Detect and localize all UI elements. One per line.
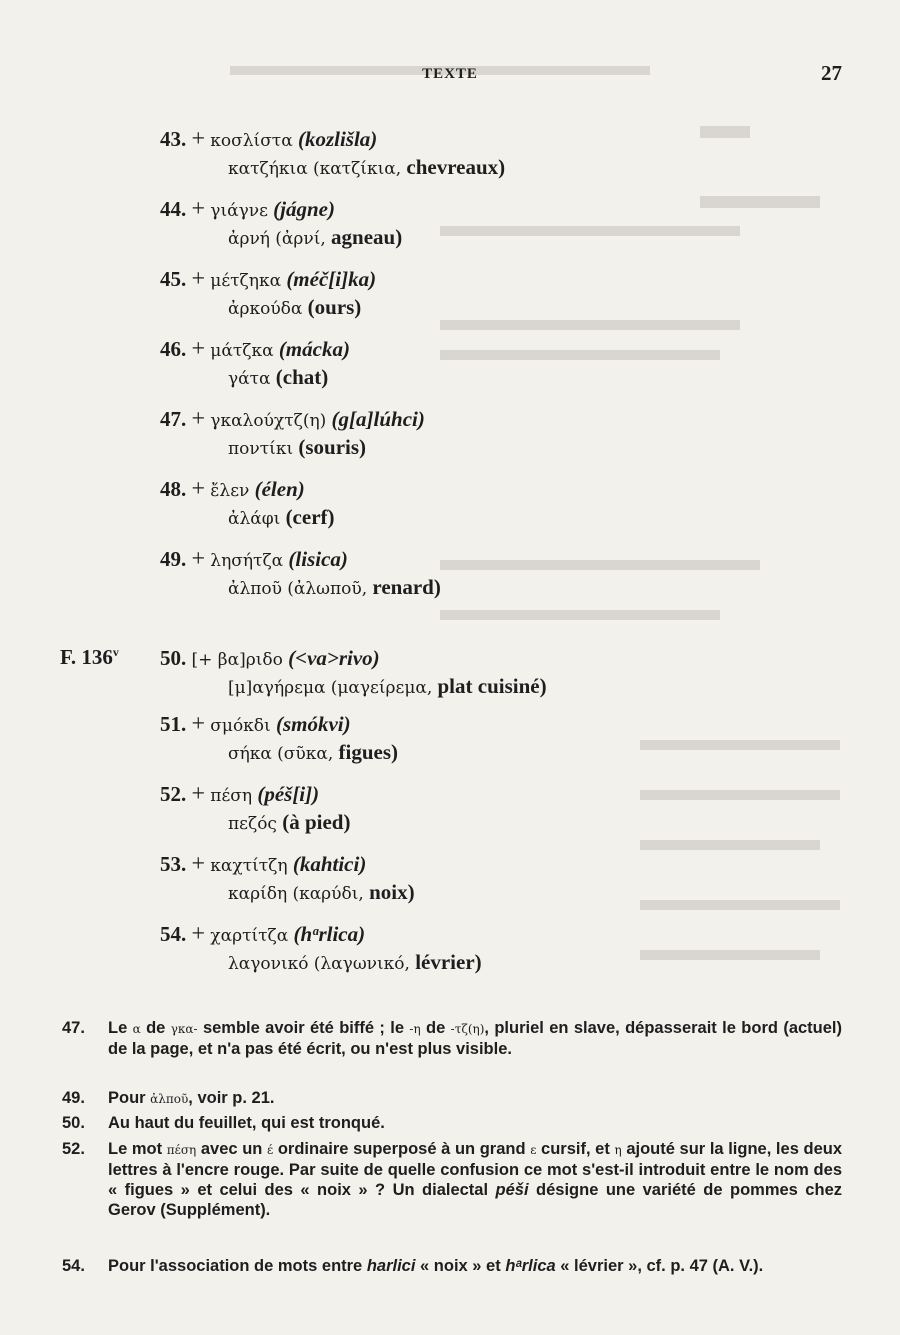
footnote-greek: ε [530,1143,537,1157]
footnote-italic: harlici [366,1257,416,1275]
entry-transliteration: (élen) [254,477,305,501]
entry-gloss-line [228,504,680,532]
entry-transliteration: (méč[i]ka) [286,267,377,291]
lexicon-entry [160,476,680,532]
folio-label: F. 136 [60,645,113,669]
entry-french-gloss: (à pied) [282,810,351,834]
entry-greek-headword: γιάγνε [210,201,268,221]
entry-headword-line [160,266,680,294]
entry-greek-gloss: ποντίκι [228,439,294,459]
entry-number: 53. [160,852,187,876]
entry-greek-headword: πέση [210,786,253,806]
entry-greek-gloss: κατζήκια [228,159,308,179]
footnote [62,1113,842,1133]
entry-headword-line [160,476,680,504]
lexicon-entry [160,851,680,907]
footnote-number: 47. [62,1019,85,1037]
entry-greek-headword: κοσλίστα [210,131,293,151]
entry-greek-gloss: γάτα [228,369,271,389]
folio-marker [60,645,119,670]
entry-gloss-line [228,154,680,182]
plus-sign: + [191,921,206,947]
footnote-greek: η [614,1143,622,1157]
entry-headword-line [160,336,680,364]
entry-headword-line [160,126,680,154]
entry-greek-gloss: καρίδη [228,884,288,904]
entry-greek-variant: (σῦκα, [277,744,334,764]
entry-number: 49. [160,547,187,571]
entry-greek-headword: γκαλούχτζ(η) [210,411,327,431]
folio-verso: v [112,645,119,659]
entry-greek-variant: (μαγείρεμα, [330,678,433,698]
entry-number: 48. [160,477,187,501]
entry-greek-headword: μάτζκα [210,341,274,361]
entry-gloss-line [228,879,680,907]
entry-french-gloss: noix) [369,880,415,904]
entry-greek-variant: (καρύδι, [292,884,364,904]
plus-sign: + [191,126,206,152]
entry-transliteration: (g[a]lúhci) [331,407,425,431]
plus-sign: + [191,546,206,572]
entry-greek-gloss: ἀλποῦ [228,579,282,599]
footnote-text: Pour l'association de mots entre harlici « noix » et hᵃrlica « lévrier », cf. p. 47 (A. V.). [108,1257,764,1275]
footnote-greek: πέση [166,1143,197,1157]
entry-greek-headword: σμόκδι [210,716,271,736]
plus-sign: + [191,406,206,432]
footnote-greek: -η [409,1022,421,1036]
entry-greek-headword: καχτίτζη [210,856,288,876]
entry-gloss-line [228,739,680,767]
entry-number: 47. [160,407,187,431]
entry-gloss-line [228,673,680,701]
lexicon-entry [160,546,680,602]
entry-headword-line [160,851,680,879]
lexicon-entry [160,711,680,767]
plus-sign: + [191,336,206,362]
entry-number: 45. [160,267,187,291]
lexicon-entry [160,336,680,392]
entry-gloss-line [228,574,680,602]
entry-greek-headword: χαρτίτζα [210,926,289,946]
entry-french-gloss: agneau) [331,225,403,249]
footnote-greek: α [132,1022,141,1036]
footnote-greek: γκα- [170,1022,198,1036]
lexicon-entry [160,406,680,462]
entry-gloss-line [228,364,680,392]
lexicon-entry [160,781,680,837]
entry-french-gloss: (chat) [275,365,329,389]
footnote-text: Le α de γκα- semble avoir été biffé ; le -η de -τζ(η), pluriel en slave, dépasserait le bord (actuel) de la page, et n'a pas été écrit, ou n'est plus visible. [108,1019,842,1058]
entry-greek-variant: (ἀλωποῦ, [287,579,368,599]
footnote-number: 52. [62,1140,85,1158]
footnote [62,1256,842,1276]
footnote-greek: ἀλποῦ [150,1092,189,1106]
entry-greek-variant: (κατζίκια, [312,159,402,179]
entry-headword-line [160,196,680,224]
running-header: TEXTE [422,66,478,82]
entry-greek-gloss: πεζός [228,814,277,834]
entry-greek-variant: (λαγωνικό, [313,954,410,974]
entry-number: 51. [160,712,187,736]
entry-number: 43. [160,127,187,151]
lexicon-entry [160,921,680,977]
entry-greek-variant: (ἀρνί, [275,229,326,249]
footnote-number: 50. [62,1114,85,1132]
entry-transliteration: (kahtici) [292,852,367,876]
entry-transliteration: (lisica) [288,547,348,571]
entry-greek-gloss: ἀρνή [228,229,270,249]
page-number: 27 [821,61,842,85]
entry-gloss-line [228,294,680,322]
entry-greek-gloss: ἀλάφι [228,509,281,529]
entry-number: 54. [160,922,187,946]
entry-greek-headword: λησήτζα [210,551,284,571]
entry-french-gloss: (cerf) [285,505,335,529]
plus-sign: + [191,781,206,807]
entry-french-gloss: (souris) [298,435,367,459]
entry-gloss-line [228,224,680,252]
footnote [62,1088,842,1108]
footnote-number: 49. [62,1089,85,1107]
lexicon-entry [160,196,680,252]
footnote-italic: péši [495,1181,529,1199]
entry-french-gloss: chevreaux) [406,155,506,179]
entry-transliteration: (péš[i]) [257,782,320,806]
entry-gloss-line [228,949,680,977]
entry-french-gloss: (ours) [307,295,362,319]
plus-sign: + [191,196,206,222]
entry-transliteration: (hᵃrlica) [293,922,366,946]
entry-number: 52. [160,782,187,806]
entry-transliteration: (kozlišla) [297,127,378,151]
footnote-text: Pour ἀλποῦ, voir p. 21. [108,1089,275,1107]
entry-number: 50. [160,646,187,670]
entry-transliteration: (<va>rivo) [288,646,380,670]
entry-headword-line [160,645,680,673]
entry-french-gloss: renard) [372,575,441,599]
plus-sign: + [191,266,206,292]
entry-gloss-line [228,809,680,837]
plus-sign: + [191,476,206,502]
entry-transliteration: (mácka) [278,337,350,361]
lexicon-entry [160,126,680,182]
footnote-text: Au haut du feuillet, qui est tronqué. [108,1114,385,1132]
entry-headword-line [160,406,680,434]
footnote [62,1018,842,1058]
plus-sign: + [191,711,206,737]
footnote-greek: έ [267,1143,274,1157]
footnote-number: 54. [62,1257,85,1275]
entry-french-gloss: plat cuisiné) [437,674,547,698]
entry-transliteration: (jágne) [273,197,335,221]
entry-headword-line [160,711,680,739]
entry-greek-gloss: ἀρκούδα [228,299,303,319]
entry-headword-line [160,781,680,809]
entry-greek-headword: ἔλεν [210,481,250,501]
entry-number: 46. [160,337,187,361]
entry-greek-headword: [+ βα]ριδο [191,650,283,670]
lexicon-entry [160,645,680,701]
entry-french-gloss: lévrier) [415,950,482,974]
entry-greek-gloss: σήκα [228,744,272,764]
footnote-text: Le mot πέση avec un έ ordinaire superposé à un grand ε cursif, et η ajouté sur la ligne, les deux lettres à l'encre rouge. Par suite de quelle confusion ce mot s'est-il introduit entre le nom des « figues » et celui des « noix » ? Un dialectal péši désigne une variété de pommes chez Gerov (Supplément). [108,1140,843,1219]
footnote [62,1139,843,1219]
entry-gloss-line [228,434,680,462]
entry-transliteration: (smókvi) [275,712,351,736]
entry-headword-line [160,546,680,574]
lexicon-entry [160,266,680,322]
entry-number: 44. [160,197,187,221]
entry-greek-gloss: λαγονικό [228,954,309,974]
footnote-italic: hᵃrlica [505,1257,556,1275]
entry-greek-headword: μέτζηκα [210,271,282,291]
footnote-greek: -τζ(η) [450,1022,485,1036]
entry-french-gloss: figues) [338,740,398,764]
plus-sign: + [191,851,206,877]
entry-greek-gloss: [μ]αγήρεμα [228,678,326,698]
entry-headword-line [160,921,680,949]
